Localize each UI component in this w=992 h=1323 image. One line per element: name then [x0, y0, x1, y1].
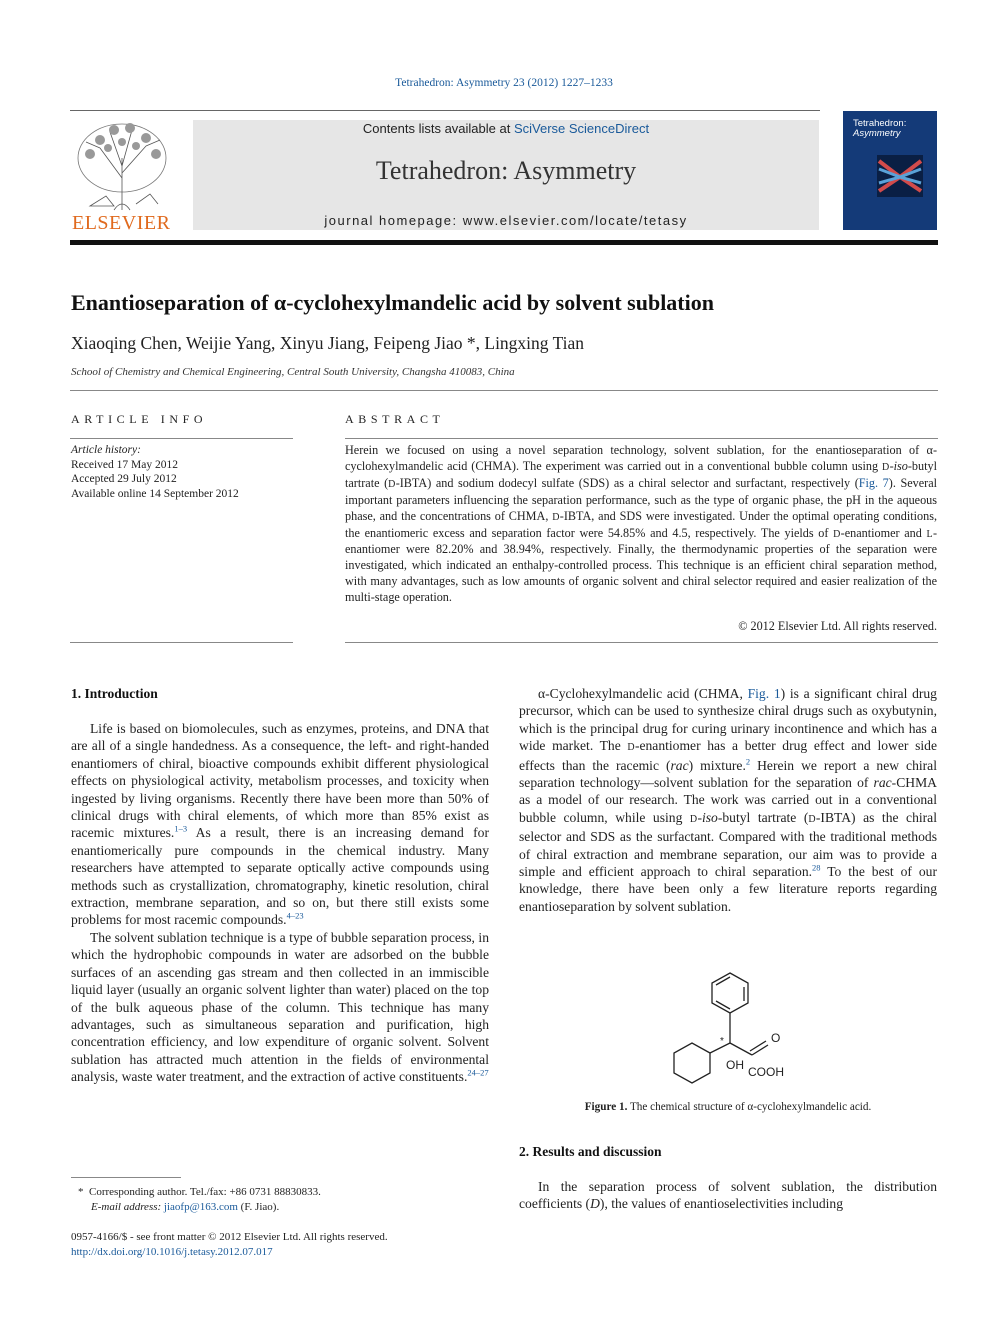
- chma-structure-figure: [640, 965, 800, 1090]
- fig7-link[interactable]: Fig. 7: [858, 475, 889, 490]
- ref-2[interactable]: 2: [745, 756, 751, 767]
- carbonyl-o-label: O: [771, 1031, 781, 1045]
- abstract-heading: ABSTRACT: [345, 412, 445, 426]
- received-date: Received 17 May 2012: [71, 458, 178, 471]
- ref-4-23[interactable]: 4–23: [286, 910, 304, 921]
- cover-title: Tetrahedron: Asymmetry: [853, 118, 907, 139]
- results-heading: 2. Results and discussion: [519, 1144, 662, 1159]
- article-info-rule-bottom: [70, 642, 293, 643]
- intro-paragraph-3: α-Cyclohexylmandelic acid (CHMA, Fig. 1) is a significant chiral drug precursor, which can be used to synthesize chiral drugs such as oxybutynin, which is the principal drug for curing urinary incontinence and which has a wide market. The D-enantiomer has a better drug effect and lower side effects than the racemic (rac) mixture.$^2$ Herein we report a new chiral separation technology—solvent sublation for the separation of rac-CHMA as a model of our research. The work was carried out in a conventional bubble column, while using D-iso-butyl tartrate (D-IBTA) as the chiral selector and SDS as the surfactant. Compared with the traditional methods of chiral extraction and membrane separation, our aim was to provide a simple and efficient approach to chiral separation.$^{28}$ To the best of our knowledge, there have been only a few literature reports regarding enantioseparation by solvent sublation.: [519, 686, 937, 914]
- doi-link[interactable]: http://dx.doi.org/10.1016/j.tetasy.2012.07.017: [71, 1246, 273, 1258]
- footnote-rule: [71, 1177, 181, 1178]
- abstract-text: Herein we focused on using a novel separation technology, solvent sublation, for the enantioseparation of α-cyclohexylmandelic acid (CHMA). The experiment was carried out in a conventional bubble column using D-iso-butyl tartrate (D-IBTA) and sodium dodecyl sulfate (SDS) as a chiral selector and surfactant, respectively (Fig. 7). Several important parameters influencing the separation performance, such as the type of organic phase, the pH in the aqueous phase, and the concentrations of CHMA, D-IBTA, and SDS were investigated. Under the optimal operating conditions, the enantiomeric excess and separation factor were 54.85% and 4.5, respectively. The yields of D-enantiomer and L-enantiomer were 82.20% and 38.94%, respectively. Finally, the thermodynamic properties of the separation were investigated, which indicated an enthalpy-controlled process. This technique is an efficient chiral separation method, with many advantages, such as low amounts of organic solvent and chiral selector required and easier realization of the multi-stage operation.: [345, 443, 938, 605]
- article-info-heading: ARTICLE INFO: [71, 412, 208, 426]
- affiliation-divider: [70, 390, 938, 391]
- author-list: Xiaoqing Chen, Weijie Yang, Xinyu Jiang, Feipeng Jiao *, Lingxing Tian: [71, 333, 585, 353]
- sciencedirect-link[interactable]: SciVerse ScienceDirect: [513, 121, 650, 136]
- fig1-link[interactable]: Fig. 1: [747, 686, 781, 701]
- intro-paragraph-2: The solvent sublation technique is a type of bubble separation process, in which the hydrophobic compounds in water are adsorbed on the bubble surfaces of an ascending gas stream and then collected in an immiscible liquid layer (usually an organic solvent lighter than water) placed on the top of the bulk aqueous phase of the column. This technique has many advantages, such as simultaneous separation and purification, high concentration efficiency, and low expenditure of organic solvent. Solvent sublation has attracted much attention in the fields of environmental analysis, waste water treatment, and the extraction of active constituents.$^{24-27}$: [71, 929, 489, 1085]
- history-label: Article history:: [71, 444, 141, 456]
- journal-cover-thumbnail: [843, 111, 937, 230]
- article-info-rule-top: [70, 438, 293, 439]
- header-thick-rule: [70, 240, 938, 245]
- elsevier-tree-logo-icon: [70, 118, 174, 214]
- introduction-column-2: [519, 685, 937, 915]
- author-email-link[interactable]: jiaofp@163.com: [163, 1201, 238, 1213]
- results-column: [519, 1178, 937, 1213]
- results-paragraph-1: In the separation process of solvent sublation, the distribution coefficients (D), the values of enantioselectivities including: [519, 1179, 937, 1212]
- introduction-heading: 1. Introduction: [71, 686, 158, 701]
- journal-homepage[interactable]: journal homepage: www.elsevier.com/locate/tetasy: [324, 213, 688, 228]
- issn-line: 0957-4166/$ - see front matter © 2012 Elsevier Ltd. All rights reserved.: [71, 1231, 388, 1243]
- figure-1-caption: Figure 1. The chemical structure of α-cyclohexylmandelic acid.: [584, 1101, 872, 1113]
- cover-artwork-icon: [877, 155, 923, 197]
- ref-1-3[interactable]: 1–3: [174, 823, 188, 834]
- ref-28[interactable]: 28: [812, 862, 821, 873]
- stereocenter-label: *: [720, 1036, 724, 1047]
- corresponding-author-footnote: * Corresponding author. Tel./fax: +86 0731 88830833. E-mail address: jiaofp@163.com (F. Jiao).: [78, 1186, 321, 1213]
- article-title: Enantioseparation of α-cyclohexylmandelic acid by solvent sublation: [71, 290, 714, 315]
- carboxyl-label: COOH: [748, 1065, 784, 1079]
- contents-line: Contents lists available at SciVerse ScienceDirect: [362, 121, 650, 136]
- journal-citation[interactable]: Tetrahedron: Asymmetry 23 (2012) 1227–1233: [395, 77, 613, 89]
- article-history: [71, 443, 296, 501]
- abstract-rule-bottom: [345, 642, 938, 643]
- introduction-column-1: [71, 720, 489, 1086]
- intro-paragraph-1: Life is based on biomolecules, such as enzymes, proteins, and DNA that are all of a single handedness. As a consequence, the left- and right-handed enantiomers of chiral, bioactive compounds exhibit different physiological effects on physiological activity, metabolism processes, and toxicity when ingested by living organisms. Recently there have been more than 50% of clinical drugs with chiral elements, of which more than 85% exist as racemic mixtures.$^{1-3}$ As a result, there is an increasing demand for enantiomerically pure compounds in the chemical industry. Many researchers have attempted to separate optically active compounds using methods such as crystallization, chromatography, kinetic resolution, chiral extraction, membrane separation, and so on, but there still exists some problems for most racemic compounds.$^{4-23}$: [71, 721, 489, 928]
- ref-24-27[interactable]: 24–27: [467, 1067, 489, 1078]
- phenyl-ring: [712, 973, 748, 1013]
- hydroxyl-label: OH: [726, 1058, 744, 1072]
- accepted-date: Accepted 29 July 2012: [71, 473, 177, 485]
- cyclohexyl-ring: [674, 1043, 710, 1083]
- journal-title: Tetrahedron: Asymmetry: [375, 156, 637, 185]
- abstract-rule-top: [345, 438, 938, 439]
- publisher-name: ELSEVIER: [72, 212, 171, 234]
- abstract-copyright: © 2012 Elsevier Ltd. All rights reserved.: [738, 619, 937, 633]
- issn-doi-block: [71, 1230, 511, 1260]
- online-date: Available online 14 September 2012: [71, 487, 239, 500]
- header-divider: [70, 110, 820, 111]
- author-affiliation: School of Chemistry and Chemical Engineering, Central South University, Changsha 410083, China: [71, 366, 515, 378]
